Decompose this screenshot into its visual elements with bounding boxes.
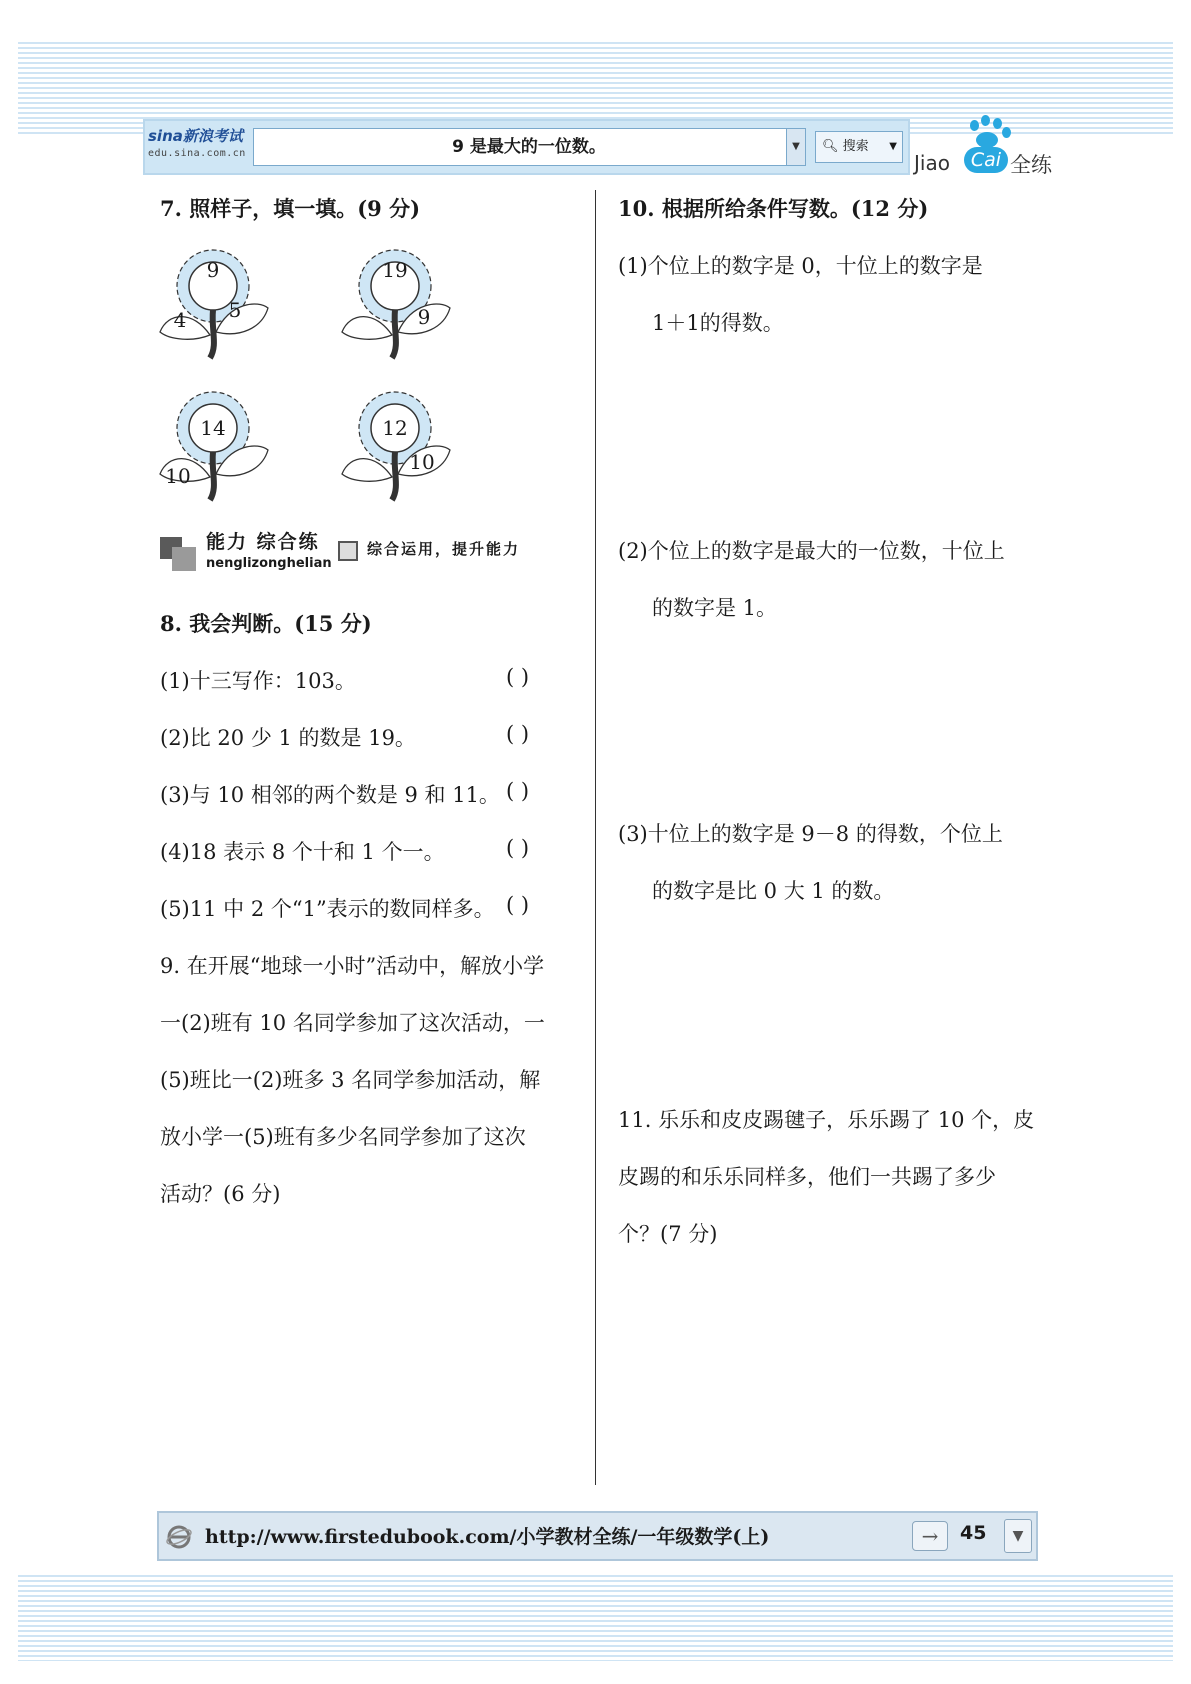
q9-line-2: 一(2)班有 10 名同学参加了这次活动，一	[160, 1011, 545, 1035]
q9-line-1: 9. 在开展“地球一小时”活动中，解放小学	[160, 954, 545, 978]
flower-right-leaf-number: 10	[409, 450, 435, 474]
flower-right-leaf-number: 5	[228, 298, 242, 322]
q10-part1-line2: 1＋1的得数。	[652, 311, 784, 335]
flower-left-leaf-number: 4	[173, 308, 187, 332]
q8-item-5: (5)11 中 2 个“1”表示的数同样多。	[160, 897, 495, 921]
chevron-down-icon: ▼	[1012, 1528, 1024, 1544]
q9-line-3: (5)班比一(2)班多 3 名同学参加活动，解	[160, 1068, 541, 1092]
flower-left-leaf-number: 10	[165, 464, 191, 488]
answer-paren[interactable]: ( )	[506, 836, 530, 860]
page-dropdown[interactable]	[1004, 1519, 1032, 1553]
paw-toe	[1002, 127, 1011, 138]
q11-line-2: 皮踢的和乐乐同样多，他们一共踢了多少	[618, 1165, 996, 1189]
flower-center-number: 14	[200, 416, 226, 440]
q10-part3-line2: 的数字是比 0 大 1 的数。	[652, 879, 895, 903]
address-input[interactable]: 9 是最大的一位数。	[253, 128, 805, 166]
sina-logo-url: edu.sina.com.cn	[148, 148, 246, 159]
flower-center-number: 12	[382, 416, 408, 440]
q8-item-3: (3)与 10 相邻的两个数是 9 和 11。	[160, 783, 500, 807]
q10-part2-line1: (2)个位上的数字是最大的一位数，十位上	[618, 539, 1005, 563]
brand-part3: 全练	[1010, 153, 1052, 177]
answer-paren[interactable]: ( )	[506, 779, 530, 803]
jiaocai-logo	[914, 118, 1054, 176]
paw-pad	[976, 132, 998, 148]
q10-part1-line1: (1)个位上的数字是 0，十位上的数字是	[618, 254, 983, 278]
answer-paren[interactable]: ( )	[506, 893, 530, 917]
sina-logo-text: sina新浪考试	[148, 127, 243, 145]
paw-toe	[993, 118, 1002, 129]
q10-part3-line1: (3)十位上的数字是 9－8 的得数，个位上	[618, 822, 1003, 846]
section-banner-subtitle: 综合运用，提升能力	[367, 540, 521, 558]
footer-url[interactable]: http://www.firstedubook.com/小学教材全练/一年级数学(上)	[205, 1526, 770, 1548]
search-label: 搜索	[842, 139, 869, 154]
sina-logo	[148, 125, 248, 171]
brand-part2: Cai	[964, 147, 1008, 173]
chevron-down-icon: ▼	[889, 141, 897, 152]
paw-toe	[981, 115, 990, 126]
page-number: 45	[960, 1522, 987, 1544]
section-banner-box-icon	[338, 541, 358, 561]
column-divider	[595, 190, 596, 1485]
flower-icon	[158, 382, 288, 522]
section-banner-icon	[172, 547, 196, 571]
flower-center-number: 19	[382, 258, 408, 282]
flower-4	[340, 382, 470, 522]
q8-item-1: (1)十三写作：103。	[160, 669, 356, 693]
bottom-stripes	[18, 1575, 1173, 1661]
paw-toe	[970, 120, 979, 131]
q9-line-4: 放小学一(5)班有多少名同学参加了这次	[160, 1125, 526, 1149]
flower-center-number: 9	[206, 258, 220, 282]
q11-line-3: 个？(7 分)	[618, 1222, 718, 1246]
section-banner-title: 能力 综合练	[206, 531, 320, 553]
arrow-right-icon: →	[921, 1524, 939, 1548]
answer-paren[interactable]: ( )	[506, 665, 530, 689]
q8-item-2: (2)比 20 少 1 的数是 19。	[160, 726, 416, 750]
section-banner-pinyin: nenglizonghelian	[206, 556, 332, 571]
search-icon: 🔍︎	[822, 139, 839, 154]
flower-2	[340, 240, 470, 380]
brand-part1: Jiao	[914, 151, 950, 175]
q11-line-1: 11. 乐乐和皮皮踢毽子，乐乐踢了 10 个，皮	[618, 1108, 1035, 1132]
q10-part2-line2: 的数字是 1。	[652, 596, 778, 620]
q10-title: 10. 根据所给条件写数。(12 分)	[618, 196, 929, 221]
browser-icon	[166, 1524, 192, 1550]
flower-3	[158, 382, 288, 522]
answer-paren[interactable]: ( )	[506, 722, 530, 746]
q8-title: 8. 我会判断。(15 分)	[160, 611, 372, 636]
chevron-down-icon: ▼	[792, 141, 800, 152]
q9-line-5: 活动？(6 分)	[160, 1182, 281, 1206]
flower-1	[158, 240, 288, 380]
address-dropdown[interactable]	[786, 128, 806, 166]
search-button[interactable]	[815, 131, 903, 163]
q7-title: 7. 照样子，填一填。(9 分)	[160, 196, 421, 221]
q8-item-4: (4)18 表示 8 个十和 1 个一。	[160, 840, 445, 864]
go-button[interactable]	[912, 1521, 948, 1551]
flower-right-leaf-number: 9	[417, 305, 431, 329]
